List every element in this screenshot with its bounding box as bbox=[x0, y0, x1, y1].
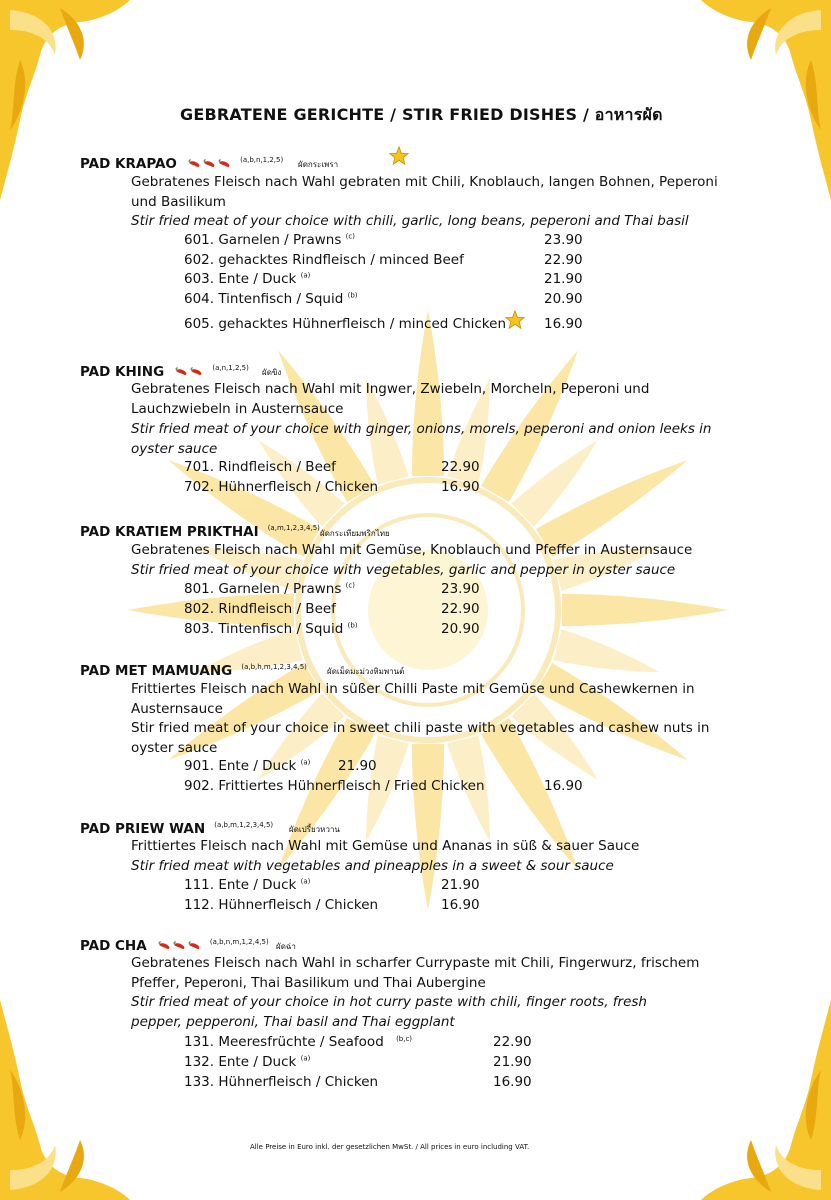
thai-name: ผัดฉ่า bbox=[276, 942, 296, 951]
description-en: Stir fried meat of your choice in sweet chili paste with vegetables and cashew nuts in oyster sauce bbox=[131, 720, 710, 756]
description-en: Stir fried meat of your choice with ginger, onions, morels, peperoni and onion leeks in oyster sauce bbox=[131, 421, 712, 457]
section-header-pad-priew-wan bbox=[80, 818, 273, 837]
description-de: Gebratenes Fleisch nach Wahl mit Gemüse, Knoblauch und Pfeffer in Austernsauce bbox=[131, 542, 693, 558]
allergen-codes: (a,b,m,1,2,3,4,5) bbox=[214, 821, 274, 829]
menu-item: 111. Ente / Duck $^{(a)}$ bbox=[184, 877, 311, 893]
menu-item: 601. Garnelen / Prawns $^{(c)}$ bbox=[184, 232, 355, 248]
menu-item-price: 23.90 bbox=[544, 232, 583, 248]
section-name: PAD MET MAMUANG bbox=[80, 663, 233, 679]
menu-item-price: 22.90 bbox=[493, 1034, 532, 1050]
allergen-codes: (a,n,1,2,5) bbox=[212, 364, 249, 372]
page-title: GEBRATENE GERICHTE / STIR FRIED DISHES / อาหารผัด bbox=[180, 105, 663, 124]
menu-item: 604. Tintenfisch / Squid $^{(b)}$ bbox=[184, 291, 358, 307]
description-de: Gebratenes Fleisch nach Wahl mit Ingwer, Zwiebeln, Morcheln, Peperoni und Lauchzwiebeln in Austernsauce bbox=[131, 381, 650, 417]
menu-item-price: 16.90 bbox=[544, 316, 583, 332]
menu-item: 701. Rindfleisch / Beef bbox=[184, 459, 336, 475]
menu-item-price: 21.90 bbox=[493, 1054, 532, 1070]
description-de: Gebratenes Fleisch nach Wahl in scharfer Currypaste mit Chili, Fingerwurz, frischem Pfeffer, Peperoni, Thai Basilikum und Thai Aubergine bbox=[131, 955, 700, 991]
description-en: Stir fried meat of your choice with chili, garlic, long beans, peperoni and Thai basil bbox=[131, 213, 689, 229]
menu-item-price: 16.90 bbox=[493, 1074, 532, 1090]
section-name: PAD PRIEW WAN bbox=[80, 821, 206, 837]
menu-item-price: 22.90 bbox=[441, 459, 480, 475]
footer-note: Alle Preise in Euro inkl. der gesetzlichen MwSt. / All prices in euro including VAT. bbox=[250, 1143, 530, 1151]
section-header-pad-kratiem-prikthai bbox=[80, 521, 320, 540]
menu-item-price: 16.90 bbox=[441, 479, 480, 495]
menu-item: 132. Ente / Duck $^{(a)}$ bbox=[184, 1054, 311, 1070]
menu-item: 901. Ente / Duck $^{(a)}$ bbox=[184, 758, 311, 774]
section-header-pad-cha bbox=[80, 935, 269, 954]
chili-pepper-icon bbox=[175, 361, 205, 380]
thai-name: ผัดเปรี้ยวหวาน bbox=[289, 825, 340, 834]
section-header-pad-khing bbox=[80, 361, 249, 380]
section-name: PAD KRATIEM PRIKTHAI bbox=[80, 524, 259, 540]
menu-item-price: 21.90 bbox=[544, 271, 583, 287]
menu-item-price: 21.90 bbox=[338, 758, 377, 774]
section-name: PAD KHING bbox=[80, 364, 165, 380]
menu-item-price: 16.90 bbox=[544, 778, 583, 794]
star-icon bbox=[389, 146, 409, 166]
description-de: Gebratenes Fleisch nach Wahl gebraten mit Chili, Knoblauch, langen Bohnen, Peperoni und Basilikum bbox=[131, 174, 718, 210]
sun-ray bbox=[562, 594, 728, 626]
section-header-pad-met-mamuang bbox=[80, 660, 307, 679]
menu-item: 902. Frittiertes Hühnerfleisch / Fried Chicken bbox=[184, 778, 485, 794]
menu-item: 602. gehacktes Rindfleisch / minced Beef bbox=[184, 252, 464, 268]
allergen-codes: (a,b,n,1,2,5) bbox=[240, 156, 284, 164]
thai-name: ผัดเม็ดมะม่วงหิมพานต์ bbox=[327, 667, 405, 676]
menu-item: 702. Hühnerfleisch / Chicken bbox=[184, 479, 379, 495]
menu-item-price: 16.90 bbox=[441, 897, 480, 913]
section-header-pad-krapao bbox=[80, 153, 283, 172]
chili-pepper-icon bbox=[158, 935, 203, 954]
menu-item-price: 20.90 bbox=[544, 291, 583, 307]
description-en: Stir fried meat of your choice in hot curry paste with chili, finger roots, fresh pepper, pepperoni, Thai basil and Thai eggplant bbox=[131, 994, 647, 1030]
allergen-codes: (a,b,h,m,1,2,3,4,5) bbox=[241, 663, 307, 671]
menu-item-price: 22.90 bbox=[544, 252, 583, 268]
description-de: Frittiertes Fleisch nach Wahl in süßer Chilli Paste mit Gemüse und Cashewkernen in Austernsauce bbox=[131, 681, 695, 717]
menu-item-price: 21.90 bbox=[441, 877, 480, 893]
sun-ray bbox=[412, 744, 444, 910]
menu-item: 112. Hühnerfleisch / Chicken bbox=[184, 897, 379, 913]
menu-item: 803. Tintenfisch / Squid $^{(b)}$ bbox=[184, 621, 358, 637]
allergen-codes: (a,b,n,m,1,2,4,5) bbox=[209, 938, 269, 946]
corner-ornament-top-right bbox=[631, 0, 831, 200]
menu-item-price: 22.90 bbox=[441, 601, 480, 617]
thai-name: ผัดขิง bbox=[262, 368, 282, 377]
menu-item: 802. Rindfleisch / Beef bbox=[184, 601, 336, 617]
star-icon bbox=[505, 310, 525, 330]
menu-item: 131. Meeresfrüchte / Seafood $^{(b,c)}$ bbox=[184, 1034, 413, 1050]
thai-name: ผัดกระเพรา bbox=[298, 160, 339, 169]
menu-item: 801. Garnelen / Prawns $^{(c)}$ bbox=[184, 581, 355, 597]
menu-item: 133. Hühnerfleisch / Chicken bbox=[184, 1074, 379, 1090]
menu-item: 605. gehacktes Hühnerfleisch / minced Chicken bbox=[184, 316, 506, 332]
sun-ray bbox=[553, 629, 660, 672]
menu-item: 603. Ente / Duck $^{(a)}$ bbox=[184, 271, 311, 287]
menu-item-price: 20.90 bbox=[441, 621, 480, 637]
allergen-codes: (a,m,1,2,3,4,5) bbox=[267, 524, 320, 532]
section-name: PAD KRAPAO bbox=[80, 156, 177, 172]
section-name: PAD CHA bbox=[80, 938, 147, 954]
thai-name: ผัดกระเทียมพริกไทย bbox=[320, 529, 390, 538]
description-de: Frittiertes Fleisch nach Wahl mit Gemüse und Ananas in süß & sauer Sauce bbox=[131, 838, 640, 854]
description-en: Stir fried meat of your choice with vegetables, garlic and pepper in oyster sauce bbox=[131, 562, 676, 578]
chili-pepper-icon bbox=[188, 153, 233, 172]
description-en: Stir fried meat with vegetables and pineapples in a sweet & sour sauce bbox=[131, 858, 614, 874]
menu-item-price: 23.90 bbox=[441, 581, 480, 597]
